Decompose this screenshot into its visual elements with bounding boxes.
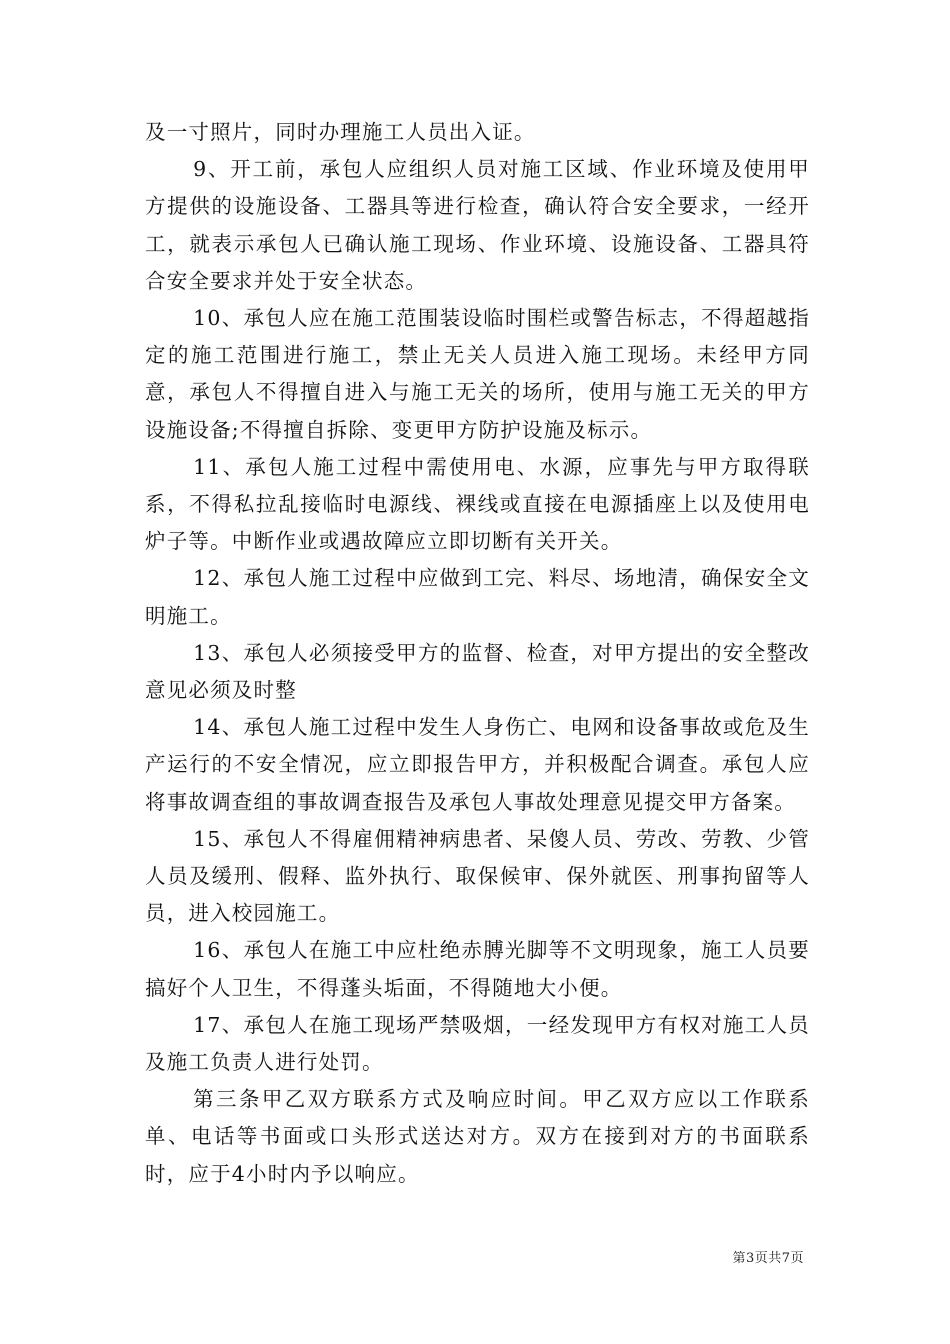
paragraph-article-3: 第三条甲乙双方联系方式及响应时间。甲乙双方应以工作联系单、电话等书面或口头形式送达对方。双方在接到对方的书面联系时，应于4小时内予以响应。 — [145, 1087, 810, 1186]
paragraph-continuation: 及一寸照片，同时办理施工人员出入证。 — [145, 120, 536, 144]
document-body — [145, 114, 810, 1193]
paragraph-item-9: 9、开工前，承包人应组织人员对施工区域、作业环境及使用甲方提供的设施设备、工器具等进行检查，确认符合安全要求，一经开工，就表示承包人已确认施工现场、作业环境、设施设备、工器具符合安全要求并处于安全状态。 — [145, 157, 810, 293]
paragraph-item-12: 12、承包人施工过程中应做到工完、料尽、场地清，确保安全文明施工。 — [145, 566, 810, 628]
paragraph-item-10: 10、承包人应在施工范围装设临时围栏或警告标志，不得超越指定的施工范围进行施工，禁止无关人员进入施工现场。未经甲方同意，承包人不得擅自进入与施工无关的场所，使用与施工无关的甲方设施设备;不得擅自拆除、变更甲方防护设施及标示。 — [145, 306, 810, 442]
paragraph-item-13: 13、承包人必须接受甲方的监督、检查，对甲方提出的安全整改意见必须及时整 — [145, 640, 810, 703]
paragraph-item-15: 15、承包人不得雇佣精神病患者、呆傻人员、劳改、劳教、少管人员及缓刑、假释、监外执行、取保候审、保外就医、刑事拘留等人员，进入校园施工。 — [145, 826, 810, 926]
paragraph-item-16: 16、承包人在施工中应杜绝赤膊光脚等不文明现象，施工人员要搞好个人卫生，不得蓬头垢面，不得随地大小便。 — [145, 938, 810, 1000]
paragraph-item-11: 11、承包人施工过程中需使用电、水源，应事先与甲方取得联系，不得私拉乱接临时电源线、裸线或直接在电源插座上以及使用电炉子等。中断作业或遇故障应立即切断有关开关。 — [145, 454, 810, 554]
paragraph-item-14: 14、承包人施工过程中发生人身伤亡、电网和设备事故或危及生产运行的不安全情况，应立即报告甲方，并积极配合调查。承包人应将事故调查组的事故调查报告及承包人事故处理意见提交甲方备案。 — [145, 715, 810, 814]
paragraph-item-17: 17、承包人在施工现场严禁吸烟，一经发现甲方有权对施工人员及施工负责人进行处罚。 — [145, 1012, 810, 1075]
page-number: 第3页共7页 — [732, 1251, 804, 1266]
